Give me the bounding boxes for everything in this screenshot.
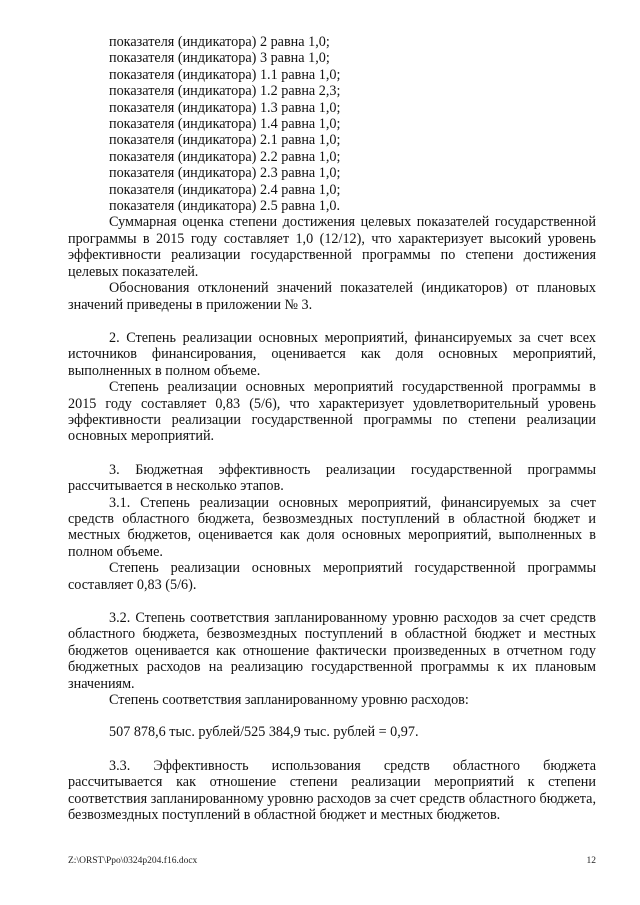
section-3-1-paragraph: 3.1. Степень реализации основных мероприятий, финансируемых за счет средств областного бюджета, безвозмездных поступлений в областной бюджет и местных бюджетов, оценивается как доля основных мероприятий, выполненных в полном объеме. (68, 494, 596, 560)
section-3-1-result: Степень реализации основных мероприятий государственной программы составляет 0,83 (5/6). (68, 560, 596, 593)
summary-paragraph: Суммарная оценка степени достижения целевых показателей государственной программы в 2015 году составляет 1,0 (12/12), что характеризует высокий уровень эффективности реализации государственной программы по степени достижения целевых показателей. (68, 214, 596, 280)
indicator-line: показателя (индикатора) 2.5 равна 1,0. (109, 198, 341, 215)
section-3-2-label: Степень соответствия запланированному уровню расходов: (109, 692, 469, 709)
spacer (68, 445, 596, 462)
section-2-heading: 2. Степень реализации основных мероприятий, финансируемых за счет всех источников финансирования, оценивается как доля основных мероприятий, выполненных в полном объеме. (68, 329, 596, 379)
spacer (68, 593, 596, 610)
indicator-line: показателя (индикатора) 2.2 равна 1,0; (109, 148, 341, 165)
indicator-line: показателя (индикатора) 1.2 равна 2,3; (109, 83, 341, 100)
indicator-line: показателя (индикатора) 2.3 равна 1,0; (109, 165, 341, 182)
indicator-line: показателя (индикатора) 1.4 равна 1,0; (109, 116, 341, 133)
indicator-line: показателя (индикатора) 2.4 равна 1,0; (109, 181, 341, 198)
section-3-heading: 3. Бюджетная эффективность реализации государственной программы рассчитывается в несколько этапов. (68, 461, 596, 495)
indicator-line: показателя (индикатора) 1.1 равна 1,0; (109, 66, 341, 83)
section-3-2-formula: 507 878,6 тыс. рублей/525 384,9 тыс. рублей = 0,97. (109, 724, 419, 741)
section-3-2-paragraph: 3.2. Степень соответствия запланированному уровню расходов за счет средств областного бюджета, безвозмездных поступлений в областной бюджет и местных бюджетов оценивается как отношение фактически произведенных в отчетном году бюджетных расходов на реализацию государственной программы к их плановым значениям. (68, 610, 596, 692)
justification-paragraph: Обоснования отклонений значений показателей (индикаторов) от плановых значений приведены в приложении № 3. (68, 280, 596, 313)
footer-file-path: Z:\ORST\Ppo\0324p204.f16.docx (68, 856, 198, 866)
document-body (68, 34, 596, 823)
section-3-3-paragraph: 3.3. Эффективность использования средств областного бюджета рассчитывается как отношение степени реализации мероприятий к степени соответствия запланированному уровню расходов за счет средств областного бюджета, безвозмездных поступлений в областной бюджет и местных бюджетов. (68, 757, 596, 824)
indicator-line: показателя (индикатора) 2.1 равна 1,0; (109, 132, 341, 149)
indicator-line: показателя (индикатора) 3 равна 1,0; (109, 50, 330, 67)
indicator-list (68, 34, 596, 214)
indicator-line: показателя (индикатора) 2 равна 1,0; (109, 34, 330, 50)
footer-page-number: 12 (586, 856, 596, 866)
spacer (68, 313, 596, 330)
spacer (68, 741, 596, 758)
spacer (68, 708, 596, 724)
indicator-line: показателя (индикатора) 1.3 равна 1,0; (109, 99, 341, 116)
section-2-body: Степень реализации основных мероприятий государственной программы в 2015 году составляет 0,83 (5/6), что характеризует удовлетворительный уровень эффективности реализации государственной программы по степени реализации основных мероприятий. (68, 379, 596, 445)
